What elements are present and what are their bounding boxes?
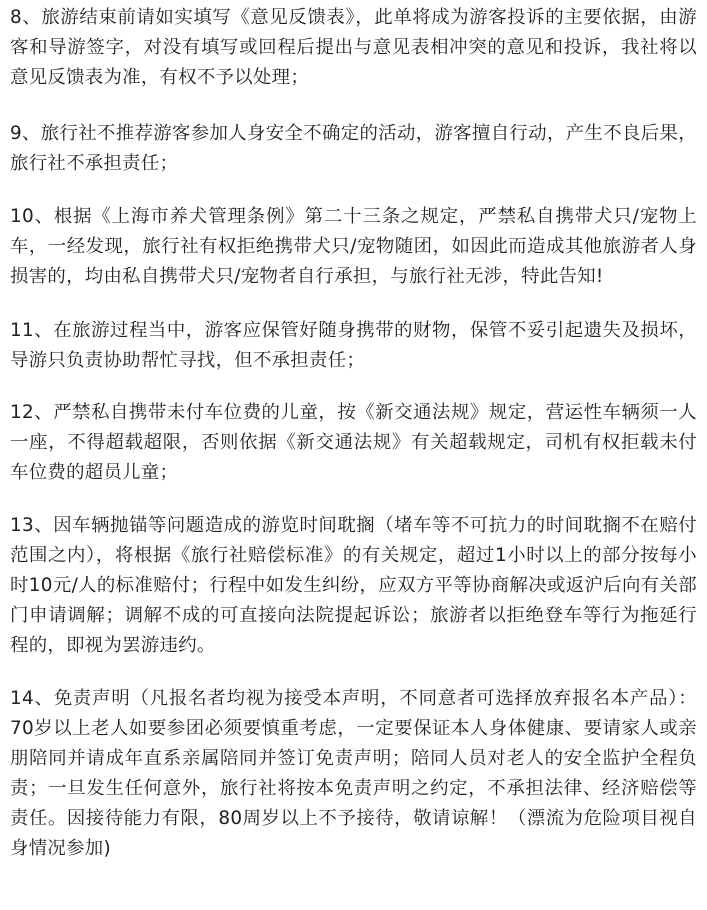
clause-10: 10、根据《上海市养犬管理条例》第二十三条之规定，严禁私自携带犬只/宠物上车，一经发现，旅行社有权拒绝携带犬只/宠物随团，如因此而造成其他旅游者人身损害的，均由私自携带犬只/宠物者自行承担，与旅行社无涉，特此告知! xyxy=(10,206,697,287)
clause-13: 13、因车辆抛锚等问题造成的游览时间耽搁（堵车等不可抗力的时间耽搁不在赔付范围之内），将根据《旅行社赔偿标准》的有关规定，超过1小时以上的部分按每小时10元/人的标准赔付；行程中如发生纠纷，应双方平等协商解决或返沪后向有关部门申请调解；调解不成的可直接向法院提起诉讼；旅游者以拒绝登车等行为拖延行程的，即视为罢游违约。 xyxy=(10,515,697,656)
clause-9: 9、旅行社不推荐游客参加人身安全不确定的活动，游客擅自行动，产生不良后果，旅行社不承担责任； xyxy=(10,123,697,174)
clause-14: 14、免责声明（凡报名者均视为接受本声明，不同意者可选择放弃报名本产品）：70岁以上老人如要参团必须要慎重考虑，一定要保证本人身体健康、要请家人或亲朋陪同并请成年直系亲属陪同并签订免责声明；陪同人员对老人的安全监护全程负责；一旦发生任何意外，旅行社将按本免责声明之约定，不承担法律、经济赔偿等责任。因接待能力有限，80周岁以上不予接待，敬请谅解！（漂流为危险项目视自身情况参加) xyxy=(10,688,697,859)
clause-12: 12、严禁私自携带未付车位费的儿童，按《新交通法规》规定，营运性车辆须一人一座，不得超载超限，否则依据《新交通法规》有关超载规定，司机有权拒载未付车位费的超员儿童； xyxy=(10,402,697,483)
clause-11: 11、在旅游过程当中，游客应保管好随身携带的财物，保管不妥引起遗失及损坏，导游只负责协助帮忙寻找，但不承担责任； xyxy=(10,320,697,371)
clause-8: 8、旅游结束前请如实填写《意见反馈表》，此单将成为游客投诉的主要依据，由游客和导游签字，对没有填写或回程后提出与意见表相冲突的意见和投诉，我社将以意见反馈表为准，有权不予以处理； xyxy=(10,7,697,88)
terms-document xyxy=(0,3,707,910)
